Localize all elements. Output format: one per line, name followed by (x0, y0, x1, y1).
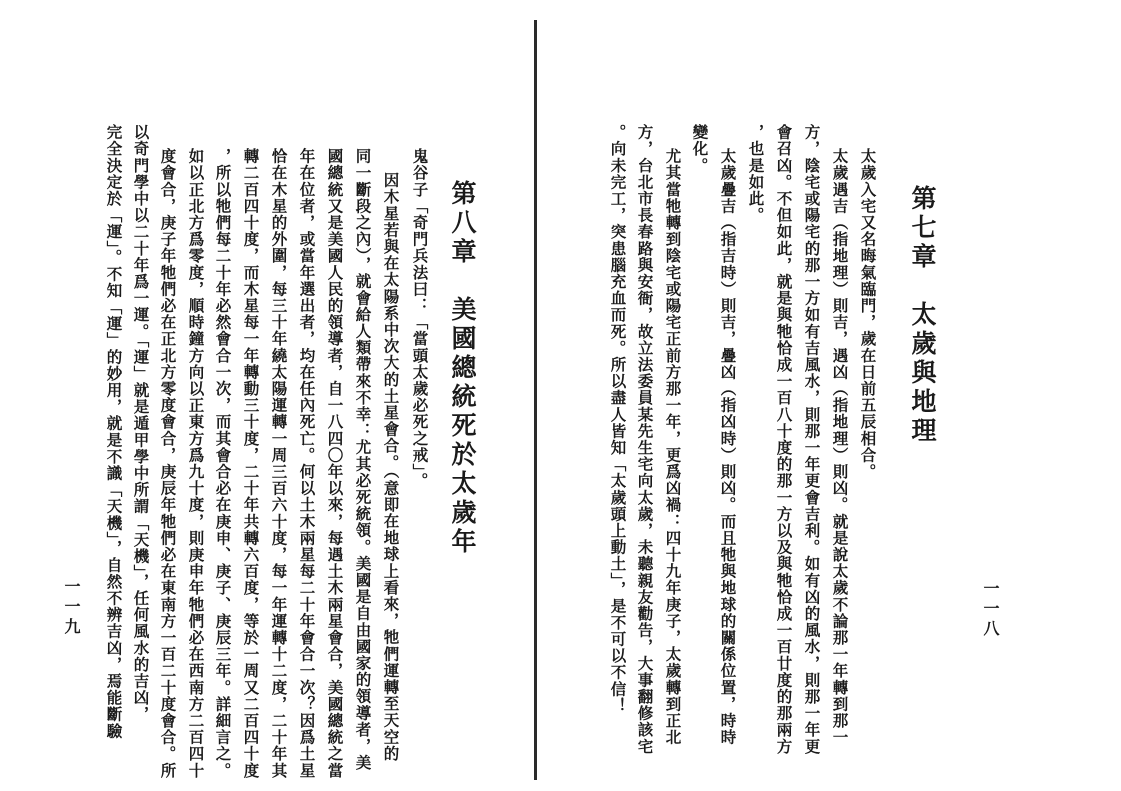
text-column: 鬼谷子「奇門兵法曰：「當頭太歲必死之戒」。 (410, 148, 430, 489)
text-column: 恰在木星的外圍，每三十年繞太陽運轉一周三百六十度，每一年運轉十二度，二十年其 (269, 148, 289, 779)
text-column: 太歲遇吉（指地理）則吉，遇凶（指地理）則凶。就是說太歲不論那一年轉到那一 (830, 148, 850, 746)
text-column: ，所以牠們每二十年必然會合一次，而其會合必在庚申、庚子、庚辰三年。詳細言之。 (213, 148, 233, 779)
text-column: 方，陰宅或陽宅的那一方如有吉風水，則那一年更會吉利。如有凶的風水，則那一年更 (802, 124, 822, 755)
text-column: 太歲入宅又名晦氣臨門，歲在日前五辰相合。 (858, 148, 878, 480)
text-column: 國總統又是美國人民的領導者，自一八四〇年以來，每遇土木兩星會合，美國總統之當 (325, 148, 345, 779)
text-column: 。向未完工，突患腦充血而死。所以盡人皆知「太歲頭上動土」，是不可以不信！ (608, 124, 628, 714)
text-column: 太歲疊吉（指吉時）則吉，疊凶（指凶時）則凶。而且牠與地球的關係位置，時時 (718, 148, 738, 746)
text-column: 轉二百四十度，而木星每一年轉動三十度，二十年共轉六百度，等於一周又二百四十度 (241, 148, 261, 779)
right-page (535, 0, 1121, 791)
text-column: 因木星若與在太陽系中次大的土星會合。（意即在地球上看來，牠們運轉至天空的 (381, 172, 401, 762)
text-column: 變化。 (690, 124, 710, 174)
left-page (0, 0, 535, 791)
text-column: 如以正北方爲零度，順時鐘方向以正東方爲九十度，則庚申年牠們必在西南方二百四十 (186, 148, 206, 779)
text-column: 尤其當牠轉到陰宅或陽宅正前方那一年，更爲凶禍：四十九年庚子，太歲轉到正北 (663, 148, 683, 746)
text-column: 會召凶。不但如此，就是與牠恰成一百八十度的那一方以及與牠恰成一百廿度的那兩方 (774, 124, 794, 755)
page-number: 一一八 (981, 580, 1000, 640)
chapter-title: 第七章 太歲與地理 (908, 185, 937, 446)
chapter-title: 第八章 美國總統死於太歲年 (448, 180, 477, 557)
page-number: 一一九 (62, 578, 81, 638)
text-column: 以奇門學中以二十年爲一運。「運」就是遁甲學中所謂「天機」，任何風水的吉凶， (131, 124, 151, 723)
text-column: 年在位者，或當年選出者，均在任內死亡。何以土木兩星每二十年會合一次？因爲土星 (297, 148, 317, 779)
text-column: 度會合，庚子年牠們必在正北方零度會合，庚辰年牠們必在東南方一百二十度會合。所 (158, 148, 178, 779)
text-column: 方，台北市長春路與安衙，故立法委員某先生宅向太歲，未聽親友勸告，大事翻修該宅 (635, 124, 655, 755)
text-column: 完全決定於「運」。不知「運」的妙用，就是不識「天機」，自然不辨吉凶，焉能斷驗 (104, 124, 124, 740)
text-column: 同一斷段之內），就會給人類帶來不幸：尤其必死統領。美國是自由國家的領導者，美 (353, 148, 373, 772)
text-column: ，也是如此。 (746, 124, 766, 224)
